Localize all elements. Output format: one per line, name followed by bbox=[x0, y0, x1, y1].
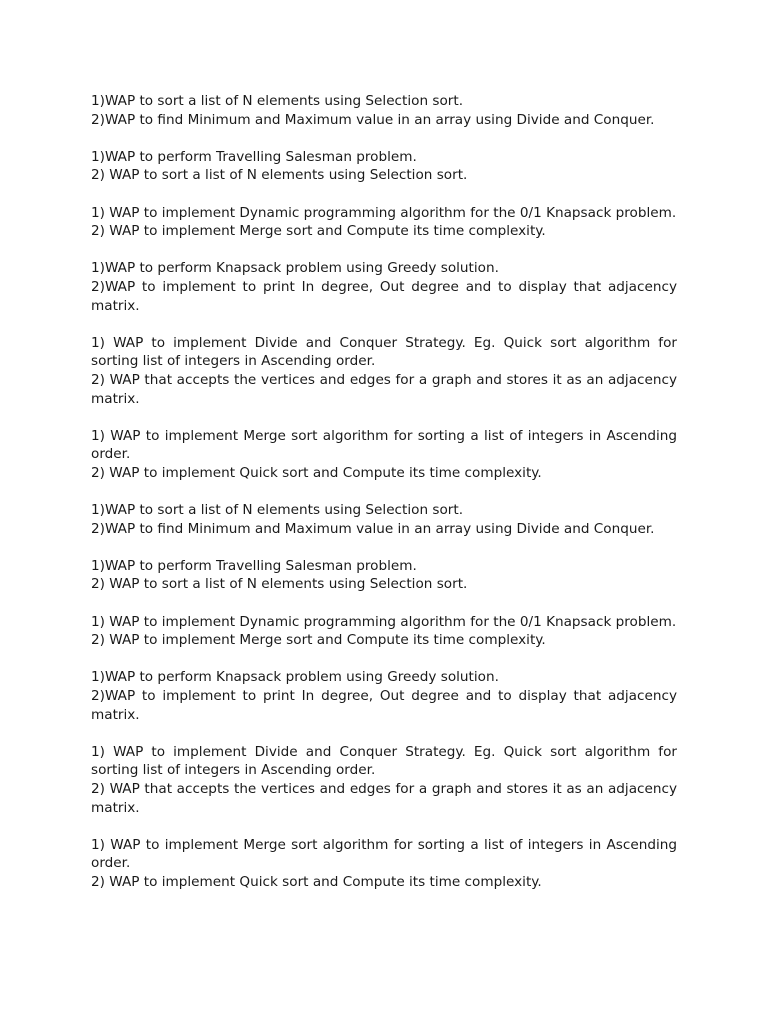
question-line: 2) WAP to implement Quick sort and Compute its time complexity. bbox=[91, 873, 542, 890]
question-line: 2) WAP to implement Merge sort and Compute its time complexity. bbox=[91, 632, 546, 649]
question-line: 1) WAP to implement Merge sort algorithm for sorting a list of integers in Ascending order. bbox=[91, 836, 677, 872]
question-line: 1) WAP to implement Dynamic programming algorithm for the 0/1 Knapsack problem. bbox=[91, 204, 677, 221]
question-set bbox=[91, 427, 677, 483]
question-line: 1)WAP to perform Travelling Salesman problem. bbox=[91, 557, 417, 574]
question-line: 1)WAP to perform Knapsack problem using Greedy solution. bbox=[91, 669, 499, 686]
question-set bbox=[91, 501, 677, 538]
question-line: 2) WAP to implement Quick sort and Compute its time complexity. bbox=[91, 464, 542, 481]
question-line: 1) WAP to implement Divide and Conquer Strategy. Eg. Quick sort algorithm for sorting list of integers in Ascending order. bbox=[91, 334, 677, 370]
question-set bbox=[91, 836, 677, 892]
question-line: 1)WAP to perform Knapsack problem using Greedy solution. bbox=[91, 260, 499, 277]
question-set bbox=[91, 92, 677, 129]
question-line: 1) WAP to implement Merge sort algorithm for sorting a list of integers in Ascending order. bbox=[91, 427, 677, 463]
question-line: 1)WAP to sort a list of N elements using Selection sort. bbox=[91, 502, 464, 519]
question-set bbox=[91, 148, 677, 185]
question-line: 2) WAP that accepts the vertices and edges for a graph and stores it as an adjacency matrix. bbox=[91, 371, 677, 407]
question-set bbox=[91, 743, 677, 817]
question-set bbox=[91, 557, 677, 594]
document-page bbox=[91, 92, 677, 910]
question-line: 1)WAP to perform Travelling Salesman problem. bbox=[91, 148, 417, 165]
question-line: 2)WAP to find Minimum and Maximum value in an array using Divide and Conquer. bbox=[91, 520, 655, 537]
question-line: 1) WAP to implement Dynamic programming algorithm for the 0/1 Knapsack problem. bbox=[91, 613, 677, 630]
question-set bbox=[91, 204, 677, 241]
question-line: 2)WAP to find Minimum and Maximum value in an array using Divide and Conquer. bbox=[91, 111, 655, 128]
question-line: 2) WAP to sort a list of N elements using Selection sort. bbox=[91, 576, 468, 593]
question-line: 2)WAP to implement to print In degree, Out degree and to display that adjacency matrix. bbox=[91, 688, 677, 723]
question-set bbox=[91, 334, 677, 408]
question-set bbox=[91, 668, 677, 724]
question-line: 1)WAP to sort a list of N elements using Selection sort. bbox=[91, 93, 464, 109]
question-set bbox=[91, 259, 677, 315]
question-line: 2) WAP that accepts the vertices and edges for a graph and stores it as an adjacency matrix. bbox=[91, 780, 677, 816]
question-line: 2)WAP to implement to print In degree, Out degree and to display that adjacency matrix. bbox=[91, 278, 677, 314]
question-line: 2) WAP to sort a list of N elements using Selection sort. bbox=[91, 167, 468, 184]
question-set bbox=[91, 613, 677, 650]
question-line: 2) WAP to implement Merge sort and Compute its time complexity. bbox=[91, 223, 546, 240]
question-line: 1) WAP to implement Divide and Conquer Strategy. Eg. Quick sort algorithm for sorting list of integers in Ascending order. bbox=[91, 743, 677, 779]
